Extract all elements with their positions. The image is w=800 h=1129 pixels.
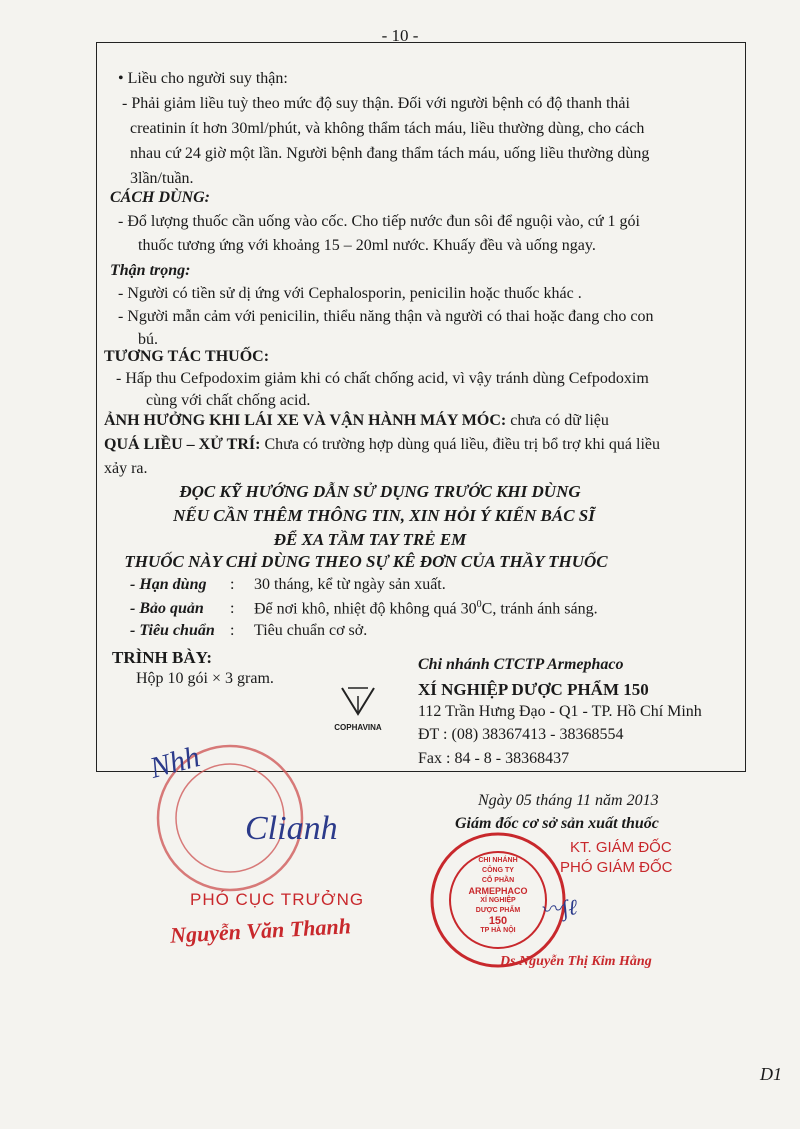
company-fax: Fax : 84 - 8 - 38368437 (418, 750, 570, 767)
cophavina-logo-text: COPHAVINA (334, 723, 382, 732)
cophavina-logo-mark (338, 684, 378, 720)
spec-standard: - Tiêu chuẩn : Tiêu chuẩn cơ sở. (130, 622, 368, 639)
stamp-right-signer: Ds.Nguyễn Thị Kim Hằng (500, 954, 652, 969)
stamp-right-center-line: DƯỢC PHẨM (475, 907, 521, 914)
renal-dose-section (118, 66, 748, 191)
caution-heading: Thận trọng: (110, 262, 191, 279)
renal-dose-line: creatinin ít hơn 30ml/phút, và không thẩm tách máu, liều thường dùng, cho cách (130, 120, 645, 137)
usage-line: - Đổ lượng thuốc cần uống vào cốc. Cho tiếp nước đun sôi để nguội vào, cứ 1 gói (118, 213, 640, 230)
notice-line: ĐỂ XA TẦM TAY TRẺ EM (273, 530, 467, 549)
caution-line: - Người có tiền sử dị ứng với Cephalosporin, penicilin hoặc thuốc khác . (118, 285, 582, 302)
stamp-right-center-line: XÍ NGHIỆP (480, 897, 516, 904)
spec-value: 30 tháng, kể từ ngày sản xuất. (254, 576, 446, 593)
renal-dose-bullet: • Liều cho người suy thận: (118, 70, 288, 87)
stamp-left-title: PHÓ CỤC TRƯỞNG (190, 890, 365, 909)
spec-value: C, tránh ánh sáng. (481, 600, 598, 618)
page-number: - 10 - (381, 26, 419, 45)
stamp-right-center-line: 150 (488, 915, 508, 927)
presentation-text: Hộp 10 gói × 3 gram. (136, 670, 274, 687)
spec-value-sup: 0 (476, 599, 482, 610)
signature-left: Clianh (245, 810, 338, 847)
spec-value: Tiêu chuẩn cơ sở. (254, 622, 368, 639)
usage-heading: CÁCH DÙNG: (110, 189, 211, 206)
stamp-right-center-line: TP HÀ NỘI (480, 927, 516, 934)
renal-dose-line: - Phải giảm liều tuỳ theo mức độ suy thận. Đối với người bệnh có độ thanh thải (122, 95, 630, 112)
driving-text: chưa có dữ liệu (506, 412, 609, 429)
spec-expiry: - Hạn dùng : 30 tháng, kể từ ngày sản xuất. (130, 576, 446, 593)
stamp-right-title-2: PHÓ GIÁM ĐỐC (560, 859, 673, 876)
company-name: XÍ NGHIỆP DƯỢC PHẨM 150 (418, 680, 649, 699)
interactions-line: - Hấp thu Cefpodoxim giảm khi có chất chống acid, vì vậy tránh dùng Cefpodoxim (116, 370, 649, 387)
notice-line: THUỐC NÀY CHỈ DÙNG THEO SỰ KÊ ĐƠN CỦA THẦY THUỐC (124, 552, 608, 571)
stamp-right-center-line: CỔ PHẦN (481, 877, 515, 884)
spec-label: - Hạn dùng (130, 576, 207, 593)
company-address: 112 Trần Hưng Đạo - Q1 - TP. Hồ Chí Minh (418, 703, 702, 720)
signature-left-scribble: Nhh (146, 740, 204, 785)
cophavina-logo (328, 684, 388, 732)
presentation-heading: TRÌNH BÀY: (112, 648, 212, 667)
stamp-right-title-1: KT. GIÁM ĐỐC (570, 839, 672, 856)
corner-note: D1 (760, 1064, 782, 1084)
date-line: Ngày 05 tháng 11 năm 2013 (478, 792, 659, 809)
notice-line: NẾU CẦN THÊM THÔNG TIN, XIN HỎI Ý KIẾN BÁC SĨ (173, 506, 595, 525)
spec-label: - Bảo quản (130, 600, 204, 618)
caution-line: - Người mẫn cảm với penicilin, thiểu năng thận và người có thai hoặc đang cho con (118, 308, 654, 325)
driving-heading: ẢNH HƯỞNG KHI LÁI XE VÀ VẬN HÀNH MÁY MÓC: (104, 412, 507, 429)
driving-section (104, 410, 744, 432)
overdose-heading: QUÁ LIỀU – XỬ TRÍ: (104, 436, 261, 453)
stamp-right-center-line: CÔNG TY (482, 867, 514, 874)
director-title: Giám đốc cơ sở sản xuất thuốc (455, 815, 659, 832)
caution-line: bú. (138, 331, 158, 348)
spec-label: - Tiêu chuẩn (130, 622, 215, 639)
usage-section (110, 186, 750, 258)
interactions-section (104, 346, 744, 412)
overdose-text-2: xảy ra. (104, 460, 148, 477)
usage-line: thuốc tương ứng với khoảng 15 – 20ml nước. Khuấy đều và uống ngay. (138, 237, 596, 254)
overdose-section (104, 433, 749, 481)
renal-dose-line: 3lần/tuần. (130, 170, 194, 187)
signature-right: 〰∫ℓ (538, 894, 579, 923)
overdose-text: Chưa có trường hợp dùng quá liều, điều trị bổ trợ khi quá liều (260, 436, 661, 453)
spec-value: Để nơi khô, nhiệt độ không quá 30 (254, 600, 477, 618)
interactions-line: cùng với chất chống acid. (146, 392, 311, 409)
notice-line: ĐỌC KỸ HƯỚNG DẪN SỬ DỤNG TRƯỚC KHI DÙNG (179, 482, 581, 501)
company-phone: ĐT : (08) 38367413 - 38368554 (418, 726, 624, 743)
stamp-right-titles (560, 838, 673, 878)
renal-dose-line: nhau cứ 24 giờ một lần. Người bệnh đang thẩm tách máu, uống liều thường dùng (130, 145, 650, 162)
stamp-right-center-line: CHI NHÁNH (478, 857, 518, 864)
interactions-heading: TƯƠNG TÁC THUỐC: (104, 348, 270, 365)
caution-section (110, 259, 750, 351)
spec-storage: - Bảo quản : Để nơi khô, nhiệt độ không quá $30^0C$, tránh ánh sáng. (130, 599, 598, 618)
company-branch: Chi nhánh CTCTP Armephaco (418, 656, 624, 673)
stamp-right-center-line: ARMEPHACO (468, 886, 528, 896)
stamp-right-center (448, 856, 548, 936)
stamp-left-signer: Nguyễn Văn Thanh (169, 913, 352, 948)
